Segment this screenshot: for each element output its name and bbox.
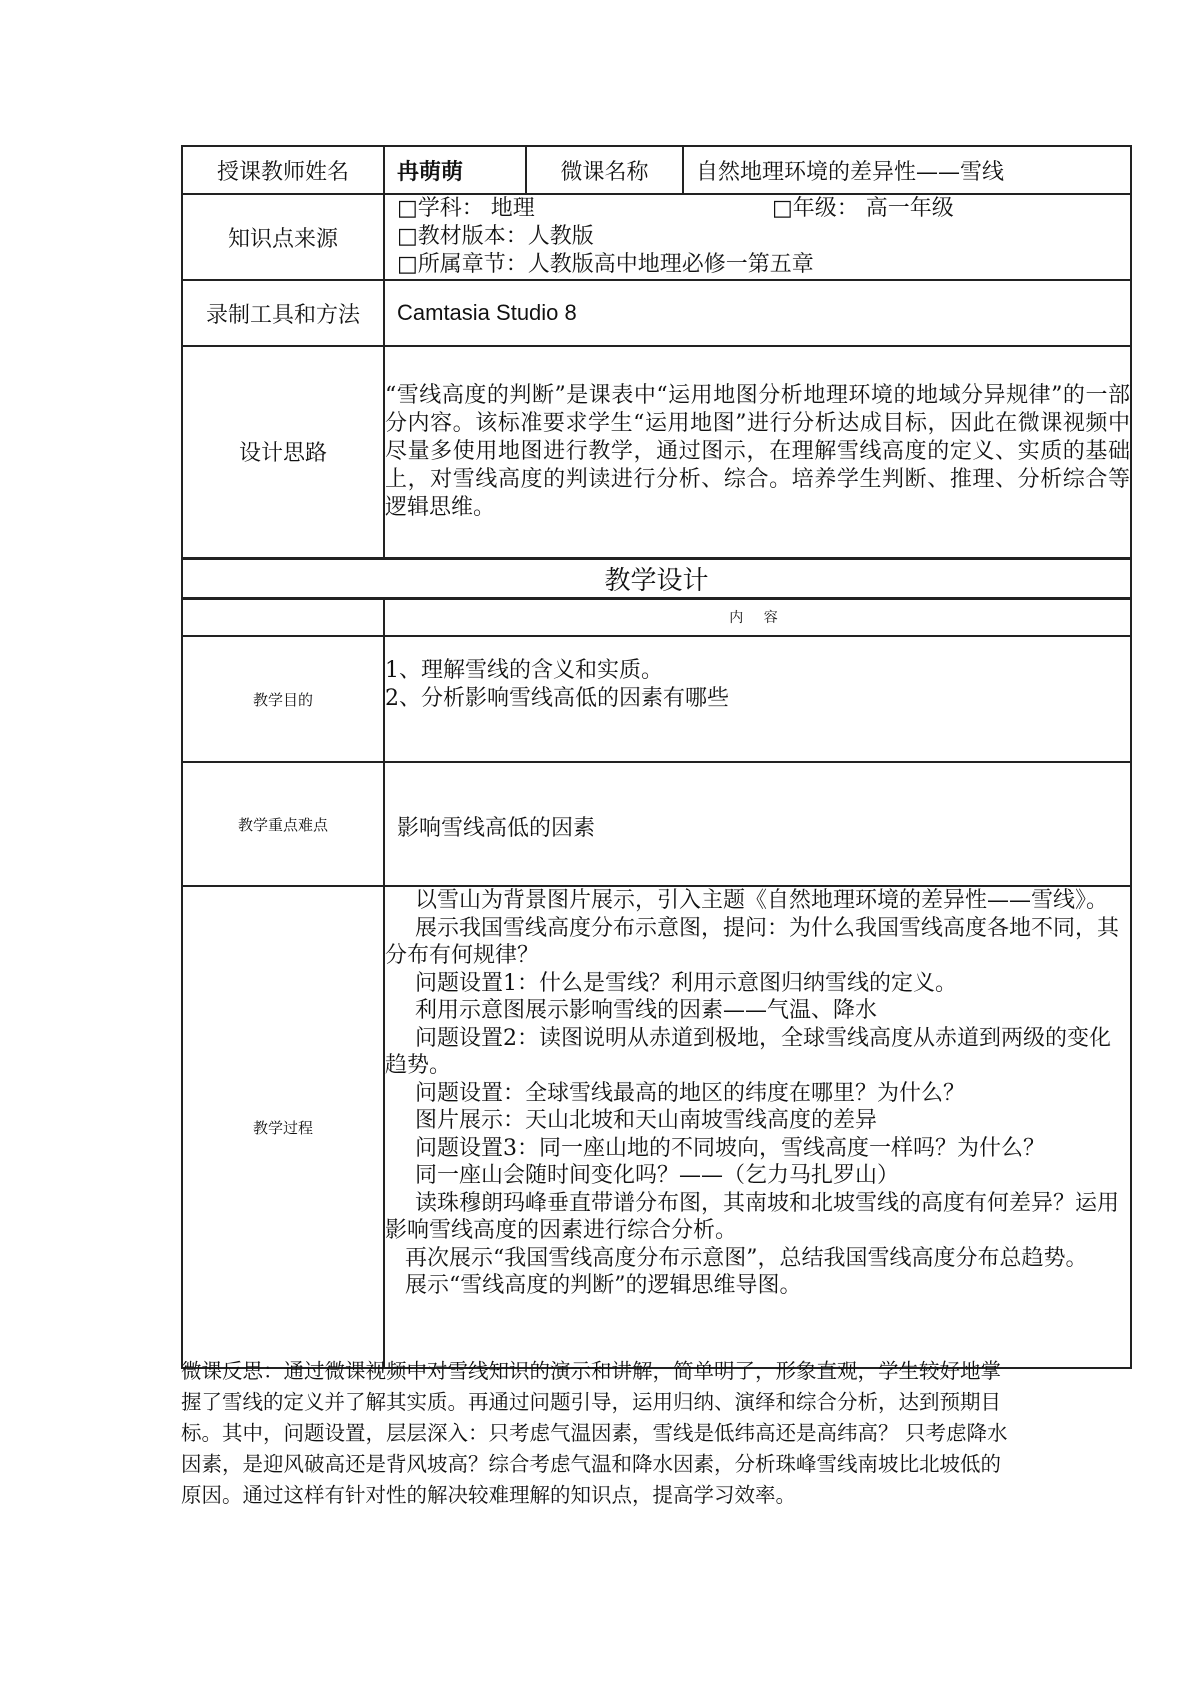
process-step: 问题设置3：同一座山地的不同坡向，雪线高度一样吗？为什么？: [415, 1135, 1045, 1161]
process-step: 问题设置1：什么是雪线？利用示意图归纳雪线的定义。: [415, 970, 957, 996]
objective-row: [182, 636, 1131, 762]
chapter-field: □所属章节：人教版高中地理必修一第五章: [397, 252, 814, 277]
tool-row: [182, 280, 1131, 346]
banner-row: [182, 558, 1131, 598]
design-paragraph: “雪线高度的判断”是课表中“运用地图分析地理环境的地域分异规律”的一部分内容。该标准要求学生“运用地图”进行分析达成目标，因此在微课视频中尽量多使用地图进行教学，通过图示，在理解雪线高度的定义、实质的基础上，对雪线高度的判读进行分析、综合。培养学生判断、推理、分析综合等逻辑思维。: [385, 382, 1130, 520]
header-empty-cell: [182, 598, 384, 636]
objective-list: [384, 636, 1131, 762]
objective-item: 1、理解雪线的含义和实质。: [385, 658, 663, 683]
textbook-field: □教材版本：人教版: [397, 224, 594, 249]
teacher-row: [182, 146, 1131, 194]
process-step: 问题设置：全球雪线最高的地区的纬度在哪里？为什么？: [415, 1080, 966, 1106]
process-row: [182, 886, 1131, 1368]
lesson-info-table: [181, 145, 1132, 1369]
teaching-design-banner: 教学设计: [182, 558, 1131, 598]
objective-label: 教学目的: [182, 636, 384, 762]
teacher-name: 冉萌萌: [384, 146, 526, 194]
tool-value: Camtasia Studio 8: [384, 280, 1131, 346]
content-header-row: [182, 598, 1131, 636]
design-row: [182, 346, 1131, 558]
source-row: [182, 194, 1131, 280]
source-label: 知识点来源: [182, 194, 384, 280]
process-step: 展示“雪线高度的判断”的逻辑思维导图。: [405, 1273, 802, 1298]
keypoint-text: 影响雪线高低的因素: [384, 762, 1131, 886]
keypoint-row: [182, 762, 1131, 886]
design-label: 设计思路: [182, 346, 384, 558]
tool-label: 录制工具和方法: [182, 280, 384, 346]
process-label: 教学过程: [182, 886, 384, 1368]
course-name: 自然地理环境的差异性——雪线: [683, 146, 1131, 194]
process-step: 以雪山为背景图片展示，引入主题《自然地理环境的差异性——雪线》。: [415, 888, 1109, 913]
process-step: 展示我国雪线高度分布示意图，提问：为什么我国雪线高度各地不同，其分布有何规律？: [385, 915, 1120, 968]
process-step: 图片展示：天山北坡和天山南坡雪线高度的差异: [415, 1108, 878, 1133]
process-step: 同一座山会随时间变化吗？——（乞力马扎罗山）: [415, 1163, 900, 1188]
course-label: 微课名称: [526, 146, 683, 194]
process-step: 问题设置2：读图说明从赤道到极地，全球雪线高度从赤道到两级的变化趋势。: [385, 1025, 1111, 1078]
subject-field: □学科： 地理: [397, 196, 535, 221]
process-step: 再次展示“我国雪线高度分布示意图”，总结我国雪线高度分布总趋势。: [405, 1245, 1088, 1271]
objective-item: 2、分析影响雪线高低的因素有哪些: [385, 686, 729, 711]
content-header: 内 容: [384, 598, 1131, 636]
process-content: [384, 886, 1131, 1368]
reflection-text: 微课反思：通过微课视频中对雪线知识的演示和讲解，简单明了，形象直观，学生较好地掌握了雪线的定义并了解其实质。再通过问题引导，运用归纳、演绎和综合分析，达到预期目标。其中，问题设置，层层深入：只考虑气温因素，雪线是低纬高还是高纬高？ 只考虑降水因素，是迎风破高还是背风坡高？综合考虑气温和降水因素，分析珠峰雪线南坡比北坡低的原因。通过这样有针对性的解决较难理解的知识点，提高学习效率。: [181, 1359, 1008, 1507]
teacher-label: 授课教师姓名: [182, 146, 384, 194]
keypoint-label: 教学重点难点: [182, 762, 384, 886]
grade-field: □年级： 高一年级: [772, 196, 954, 221]
design-text: [384, 346, 1131, 558]
process-step: 利用示意图展示影响雪线的因素——气温、降水: [415, 998, 878, 1023]
source-details: [384, 194, 1131, 280]
process-step: 读珠穆朗玛峰垂直带谱分布图，其南坡和北坡雪线的高度有何差异？运用影响雪线高度的因素进行综合分析。: [385, 1190, 1120, 1243]
